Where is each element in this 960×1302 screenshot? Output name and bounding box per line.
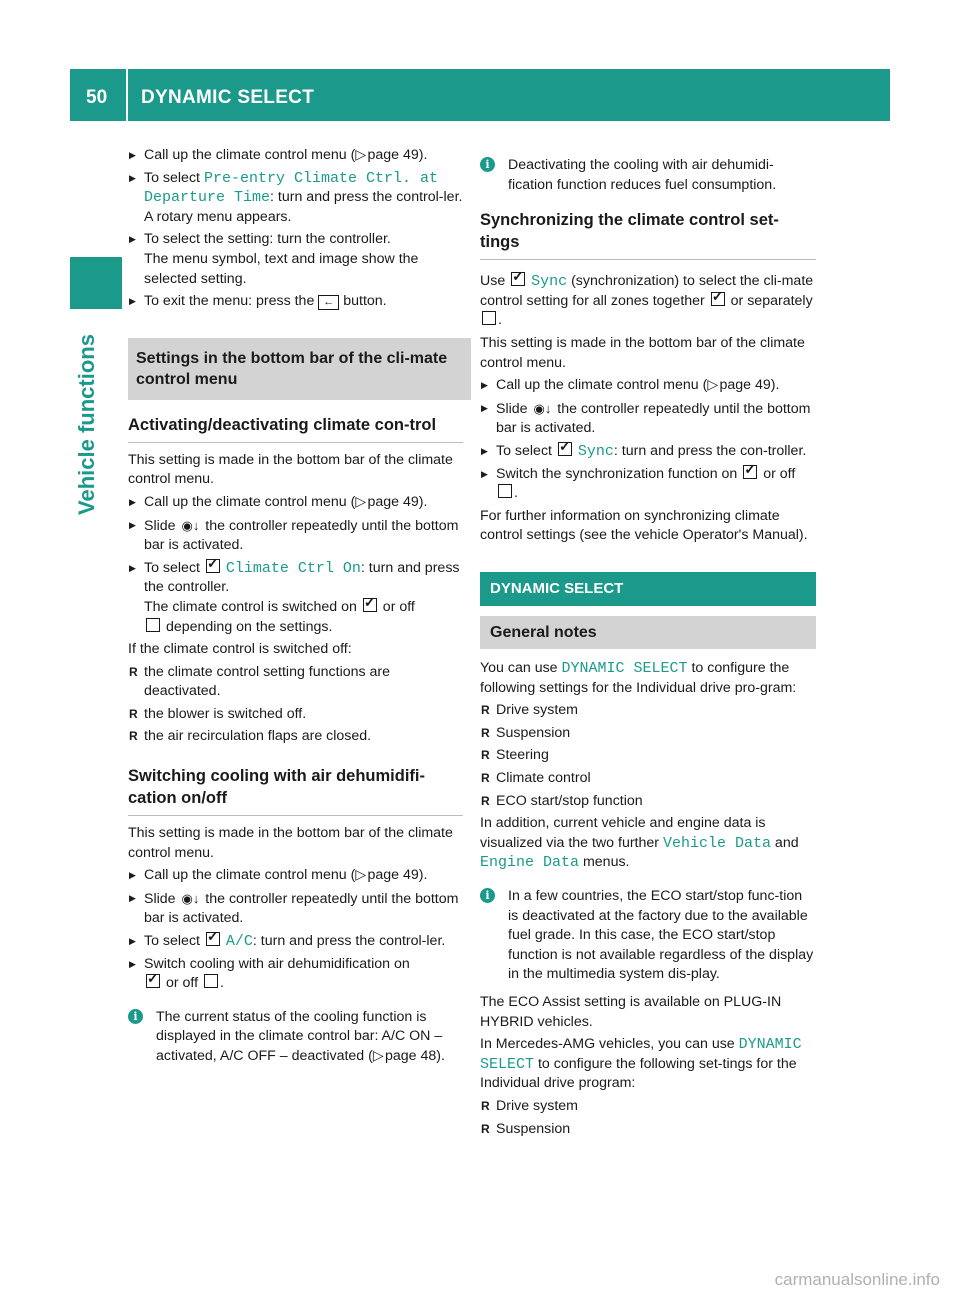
checkbox-checked-icon [511,272,525,286]
header-divider [126,69,128,121]
page-ref-arrow-icon: ▷ [372,1048,384,1064]
list-item: R Drive system [480,701,816,721]
list-item: R ECO start/stop function [480,792,816,812]
list-item: R Climate control [480,769,816,789]
section-heading: Activating/deactivating climate con-trol [128,414,463,443]
menu-item-text: A/C [225,933,253,951]
checkbox-checked-icon [206,932,220,946]
left-column: ▶ Call up the climate control menu (▷ page 49). ▶ To select Pre-entry Climate Ctrl. at Departure Time: turn and press the control-ler. A rotary menu appears. ▶ To select the setting: turn the controller. The menu symbol, text and image show the selected setting. ▶ To exit the menu: press the ← button. Settings in the bottom bar of the cli-mate control menu Activating/deactivating climate con-trol This setting is made in the bottom bar of the climate control menu. ▶ Call up the climate control menu (▷ page 49). ▶ Slide ◉↓ the controller repeatedly until the bottom bar is activated. ▶ To select ✓ Climate Ctrl On: turn and press the controller. The climate control is switched on ✓ or off depending on the settings. If the climate control is switched off: R the climate control setting functions are deactivated. R the blower is switched off. R the air recirculation flaps are closed. Switching cooling with air dehumidifi-cation on/off This setting is made in the bottom bar of the climate control menu. ▶ Call up the climate control menu (▷ page 49). ▶ Slide ◉↓ the controller repeatedly until the bottom bar is activated. ▶ To select ✓ A/C: turn and press the control-ler. ▶ Switch cooling with air dehumidification on ✓ or off . i The current status of the cooling function is displayed in the climate control bar: A/C ON – activated, A/C OFF – deactivated (▷ page 48). [128,146,463,1075]
step: ▶ To select the setting: turn the controller. The menu symbol, text and image show the selected setting. [128,230,463,289]
menu-item-text: Pre-entry Climate Ctrl. at Departure Time [144,169,438,207]
info-note: i Deactivating the cooling with air dehumidi-fication function reduces fuel consumption. [480,156,816,195]
checkbox-checked-icon [743,465,757,479]
page-number: 50 [86,87,108,108]
step: ▶ Call up the climate control menu (▷ page 49). [480,376,816,396]
step: ▶ Switch cooling with air dehumidification on ✓ or off . [128,955,463,994]
step: ▶ To select ✓ Sync: turn and press the con-troller. [480,442,816,462]
page-ref-arrow-icon: ▷ [355,147,367,163]
checkbox-checked-icon [206,559,220,573]
step: ▶ Call up the climate control menu (▷ page 49). [128,146,463,166]
info-note: i In a few countries, the ECO start/stop func-tion is deactivated at the factory due to the available fuel grade. In this case, the ECO start/stop function is not available regardless of the display in the multimedia system dis-play. [480,887,816,985]
step: ▶ To select Pre-entry Climate Ctrl. at Departure Time: turn and press the control-ler. A rotary menu appears. [128,169,463,228]
menu-item-text: Sync [531,273,568,291]
step: ▶ Call up the climate control menu (▷ page 49). [128,866,463,886]
back-button-icon: ← [318,295,339,310]
step: ▶ Call up the climate control menu (▷ page 49). [128,493,463,513]
menu-item-text: DYNAMIC SELECT [561,660,688,678]
checkbox-checked-icon [711,292,725,306]
step: ▶ Slide ◉↓ the controller repeatedly until the bottom bar is activated. [128,889,463,929]
list-item: R the climate control setting functions are deactivated. [128,663,463,702]
list-item: R Steering [480,746,816,766]
right-column: i Deactivating the cooling with air dehumidi-fication function reduces fuel consumption. Synchronizing the climate control set-tings Use ✓ Sync (synchronization) to select the cli-mate control setting for all zones together ✓ or separately . This setting is made in the bottom bar of the climate control menu. ▶ Call up the climate control menu (▷ page 49). ▶ Slide ◉↓ the controller repeatedly until the bottom bar is activated. ▶ To select ✓ Sync: turn and press the con-troller. ▶ Switch the synchronization function on ✓ or off . For further information on synchronizing climate control settings (see the vehicle Operator's Manual). DYNAMIC SELECT General notes You can use DYNAMIC SELECT to configure the following settings for the Individual drive pro-gram: R Drive system R Suspension R Steering R Climate control R ECO start/stop function In addition, current vehicle and engine data is visualized via the two further Vehicle Data and Engine Data menus. i In a few countries, the ECO start/stop func-tion is deactivated at the factory due to the available fuel grade. In this case, the ECO start/stop function is not available regardless of the display in the multimedia system dis-play. The ECO Assist setting is available on PLUG-IN HYBRID vehicles. In Mercedes-AMG vehicles, you can use DYNAMIC SELECT to configure the following set-tings for the Individual drive program: R Drive system R Suspension [480,146,816,1142]
checkbox-empty-icon [498,484,512,498]
info-icon: i [128,1009,143,1024]
watermark: carmanualsonline.info [774,1270,940,1289]
checkbox-checked-icon [558,442,572,456]
step: ▶ Slide ◉↓ the controller repeatedly until the bottom bar is activated. [128,516,463,556]
checkbox-empty-icon [482,311,496,325]
page-ref-arrow-icon: ▷ [707,377,719,394]
checkbox-empty-icon [146,618,160,632]
menu-item-text: DYNAMIC SELECT [480,1036,802,1073]
page-ref-arrow-icon: ▷ [355,493,367,510]
list-item: R Suspension [480,724,816,744]
checkbox-empty-icon [204,974,218,988]
checkbox-checked-icon [363,598,377,612]
controller-slide-icon: ◉↓ [181,890,200,906]
sidebar-tab-block [70,257,122,309]
list-item: R the blower is switched off. [128,705,463,725]
info-icon: i [480,888,495,903]
page-header [70,69,890,121]
menu-item-text: Climate Ctrl On [225,559,361,577]
section-heading: Synchronizing the climate control set-tings [480,209,816,260]
step: ▶ To select ✓ A/C: turn and press the control-ler. [128,932,463,952]
list-item: R Drive system [480,1097,816,1117]
checkbox-checked-icon [146,974,160,988]
step: ▶ Switch the synchronization function on ✓ or off . [480,465,816,504]
info-note: i The current status of the cooling function is displayed in the climate control bar: A/C ON – activated, A/C OFF – deactivated (▷ page 48). [128,1008,463,1067]
menu-item-text: Vehicle Data [662,834,771,852]
section-banner: Settings in the bottom bar of the cli-mate control menu [128,338,471,400]
menu-item-text: Sync [577,442,614,460]
menu-item-text: Engine Data [480,854,580,872]
info-icon: i [480,157,495,172]
section-heading: Switching cooling with air dehumidifi-cation on/off [128,765,463,816]
controller-slide-icon: ◉↓ [533,400,552,416]
step: ▶ To select ✓ Climate Ctrl On: turn and press the controller. The climate control is switched on ✓ or off depending on the settings. [128,559,463,637]
page-ref-arrow-icon: ▷ [355,867,367,884]
controller-slide-icon: ◉↓ [181,517,200,533]
step: ▶ To exit the menu: press the ← button. [128,292,463,312]
section-banner: General notes [480,616,816,650]
chapter-banner: DYNAMIC SELECT [480,572,816,606]
step: ▶ Slide ◉↓ the controller repeatedly until the bottom bar is activated. [480,399,816,439]
list-item: R Suspension [480,1120,816,1140]
list-item: R the air recirculation flaps are closed. [128,727,463,747]
chapter-title: DYNAMIC SELECT [141,87,315,108]
